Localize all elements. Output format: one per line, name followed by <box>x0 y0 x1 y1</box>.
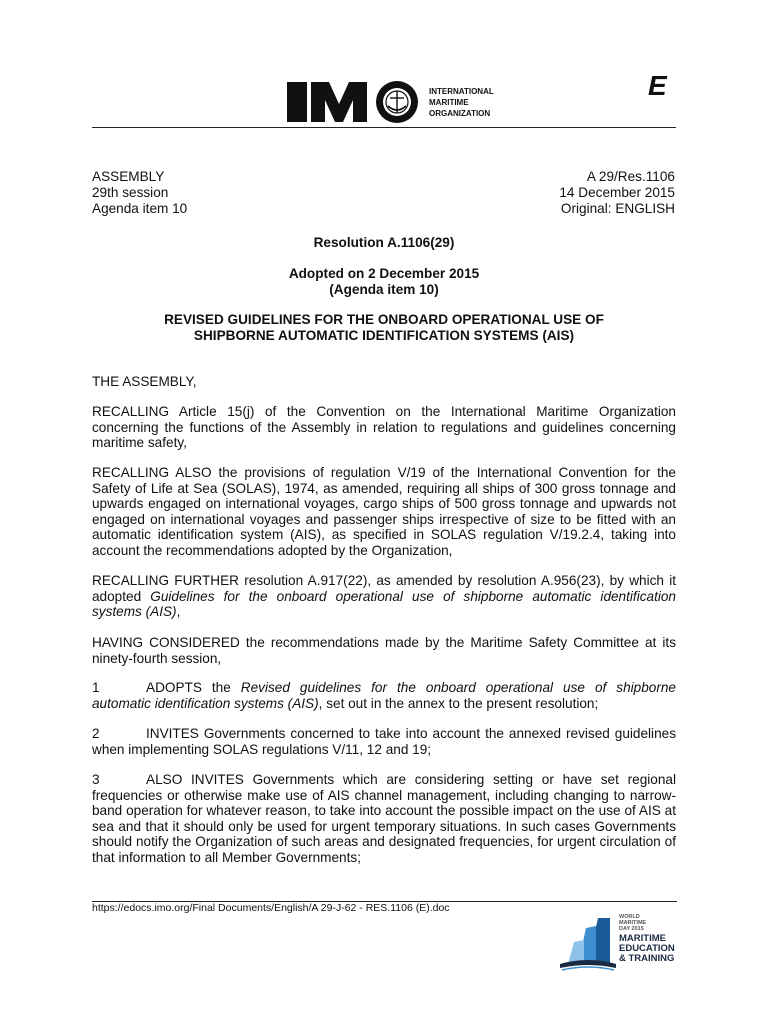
resolution-title-line: REVISED GUIDELINES FOR THE ONBOARD OPERATIONAL USE OF <box>164 312 604 327</box>
p3-guidelines-title: Guidelines for the onboard operational use of shipborne automatic identification systems (AIS) <box>92 588 676 620</box>
p5-tail: , set out in the annex to the present resolution; <box>318 695 599 711</box>
wmd-theme: EDUCATION <box>619 943 675 954</box>
paragraph-having-considered: HAVING CONSIDERED the recommendations made by the Maritime Safety Committee at its ninety-fourth session, <box>92 635 676 666</box>
operative-paragraph-3 <box>92 772 676 866</box>
paragraph-recalling-also: RECALLING ALSO the provisions of regulation V/19 of the International Convention for the Safety of Life at Sea (SOLAS), 1974, as amended, requiring all ships of 300 gross tonnage and upwards engaged on international voyages, cargo ships of 500 gross tonnage and upwards not engaged on international voyages and passenger ships irrespective of size to be fitted with an automatic identification system (AIS), as specified in SOLAS regulation V/19.2.4, taking into account the recommendations adopted by the Organization, <box>92 465 676 558</box>
document-meta-left <box>92 169 187 217</box>
p3-tail: , <box>176 604 181 620</box>
operative-paragraph-1 <box>92 680 676 711</box>
org-name-line: ORGANIZATION <box>429 109 491 118</box>
operative-paragraph-2 <box>92 726 676 757</box>
paragraph-recalling: RECALLING Article 15(j) of the Convention on the International Maritime Organization concerning the functions of the Assembly in relation to regulations and guidelines concerning maritime safety, <box>92 404 676 451</box>
p6-text: INVITES Governments concerned to take into account the annexed revised guidelines when implementing SOLAS regulations V/11, 12 and 19; <box>92 726 676 757</box>
meta-date: 14 December 2015 <box>559 185 675 200</box>
paragraph-number: 1 <box>92 680 100 695</box>
meta-agenda: Agenda item 10 <box>92 201 188 216</box>
paragraph-number: 3 <box>92 772 100 787</box>
meta-symbol: A 29/Res.1106 <box>586 169 675 184</box>
assembly-heading: THE ASSEMBLY, <box>92 374 197 389</box>
imo-emblem-icon <box>287 80 427 124</box>
document-meta-right <box>559 169 675 217</box>
language-letter: E <box>648 70 667 101</box>
p7-text: ALSO INVITES Governments which are considering setting or have set regional frequencies or otherwise make use of AIS channel management, including changing to narrow-band operation for whatever reason, to take into account the possible impact on the use of AIS at sea and that it should only be used for urgent temporary situations. In such cases Governments should notify the Organization of such areas and designated frequencies, for urgent circulation of that information to all Member Governments; <box>92 772 676 865</box>
meta-session: 29th session <box>92 185 169 200</box>
world-maritime-day-logo <box>558 912 678 972</box>
wmd-theme: MARITIME <box>619 933 666 944</box>
ship-sail-icon <box>558 912 618 972</box>
meta-body: ASSEMBLY <box>92 169 165 184</box>
wmd-text: MARITIME <box>619 920 647 926</box>
document-file-path: https://edocs.imo.org/Final Documents/English/A 29-J-62 - RES.1106 (E).doc <box>92 902 450 914</box>
p3-lead: RECALLING FURTHER resolution A.917(22), as amended by resolution A.956(23), by which it adopted <box>92 573 676 604</box>
paragraph-recalling-further <box>92 573 676 620</box>
resolution-title-line: SHIPBORNE AUTOMATIC IDENTIFICATION SYSTEMS (AIS) <box>193 328 575 343</box>
org-name-line: INTERNATIONAL <box>429 87 494 96</box>
paragraph-number: 2 <box>92 726 100 741</box>
p5-lead: ADOPTS the <box>146 680 241 695</box>
wmd-theme: & TRAINING <box>619 953 675 964</box>
p5-guidelines-title: Revised guidelines for the onboard operational use of shipborne automatic identification systems (AIS) <box>92 680 676 711</box>
wmd-text: WORLD <box>619 914 640 920</box>
header-divider <box>92 127 676 128</box>
wmd-text: DAY 2015 <box>619 926 644 932</box>
agenda-reference: (Agenda item 10) <box>329 282 439 297</box>
org-name-line: MARITIME <box>429 98 469 107</box>
resolution-number: Resolution A.1106(29) <box>313 235 455 250</box>
meta-original: Original: ENGLISH <box>560 201 675 216</box>
imo-logo <box>287 80 512 124</box>
adopted-date: Adopted on 2 December 2015 <box>288 266 480 281</box>
